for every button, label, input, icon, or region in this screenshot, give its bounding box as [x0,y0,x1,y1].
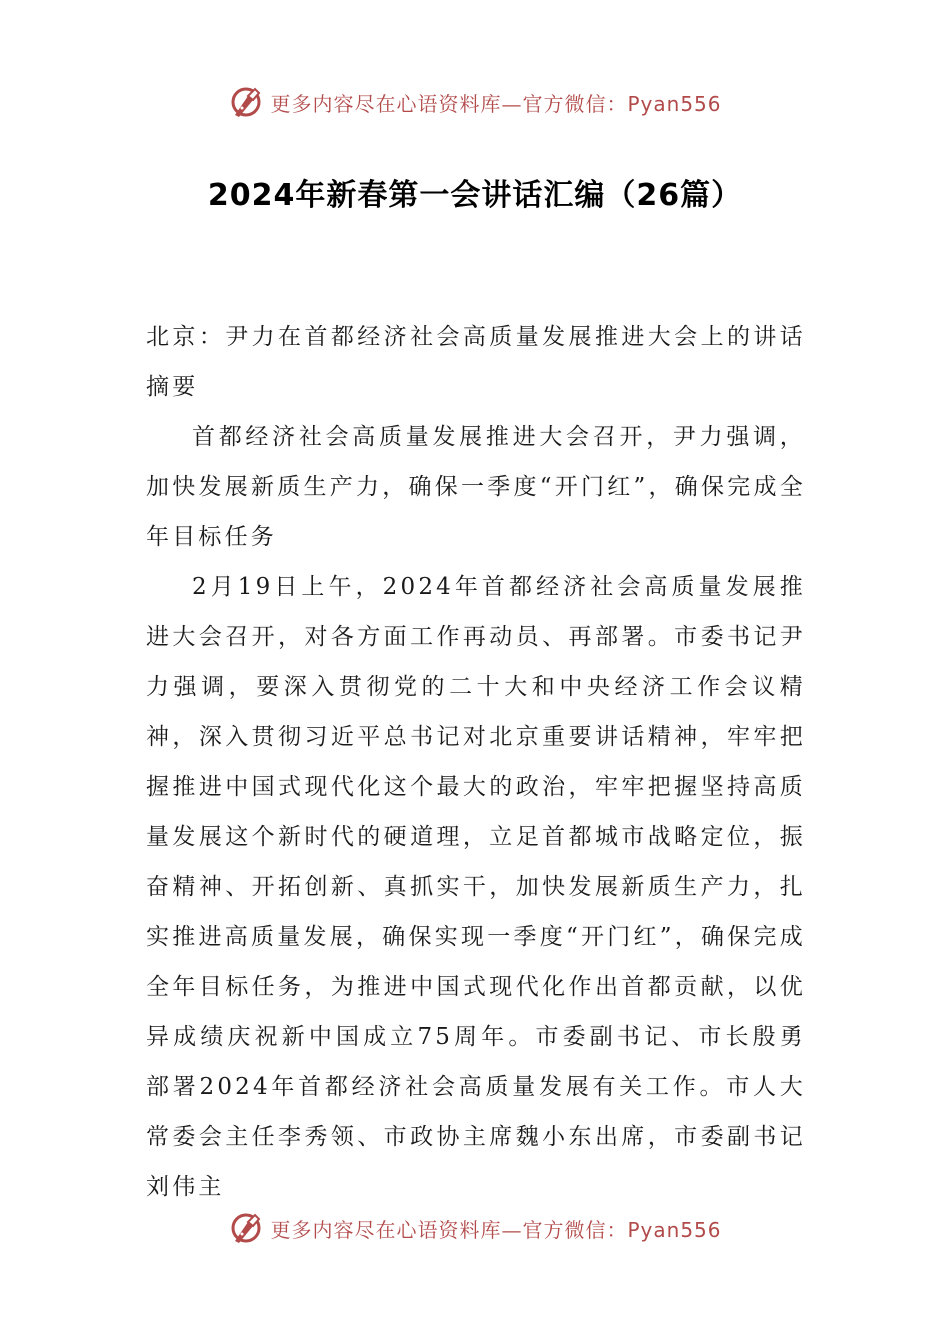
summary-paragraph: 首都经济社会高质量发展推进大会召开，尹力强调，加快发展新质生产力，确保一季度“开门红”，确保完成全年目标任务 [146,424,806,550]
footer-banner-account: Pyan556 [627,1217,722,1242]
header-banner-text: 更多内容尽在心语资料库—官方微信：Pyan556 [270,91,722,116]
footer-banner-text: 更多内容尽在心语资料库—官方微信：Pyan556 [270,1217,722,1242]
pen-nib-logo-icon [228,84,264,120]
pen-nib-logo-icon [228,1210,264,1246]
footer-banner [0,1206,950,1250]
header-banner [0,80,950,124]
section-heading: 北京：尹力在首都经济社会高质量发展推进大会上的讲话摘要 [146,324,806,400]
document-title: 2024年新春第一会讲话汇编（26篇） [207,178,743,213]
document-body [146,312,806,1212]
header-banner-account: Pyan556 [627,91,722,116]
body-paragraph: 2月19日上午，2024年首都经济社会高质量发展推进大会召开，对各方面工作再动员、再部署。市委书记尹力强调，要深入贯彻党的二十大和中央经济工作会议精神，深入贯彻习近平总书记对北京重要讲话精神，牢牢把握推进中国式现代化这个最大的政治，牢牢把握坚持高质量发展这个新时代的硬道理，立足首都城市战略定位，振奋精神、开拓创新、真抓实干，加快发展新质生产力，扎实推进高质量发展，确保实现一季度“开门红”，确保完成全年目标任务，为推进中国式现代化作出首都贡献，以优异成绩庆祝新中国成立75周年。市委副书记、市长殷勇部署2024年首都经济社会高质量发展有关工作。市人大常委会主任李秀领、市政协主席魏小东出席，市委副书记刘伟主 [146,574,806,1200]
